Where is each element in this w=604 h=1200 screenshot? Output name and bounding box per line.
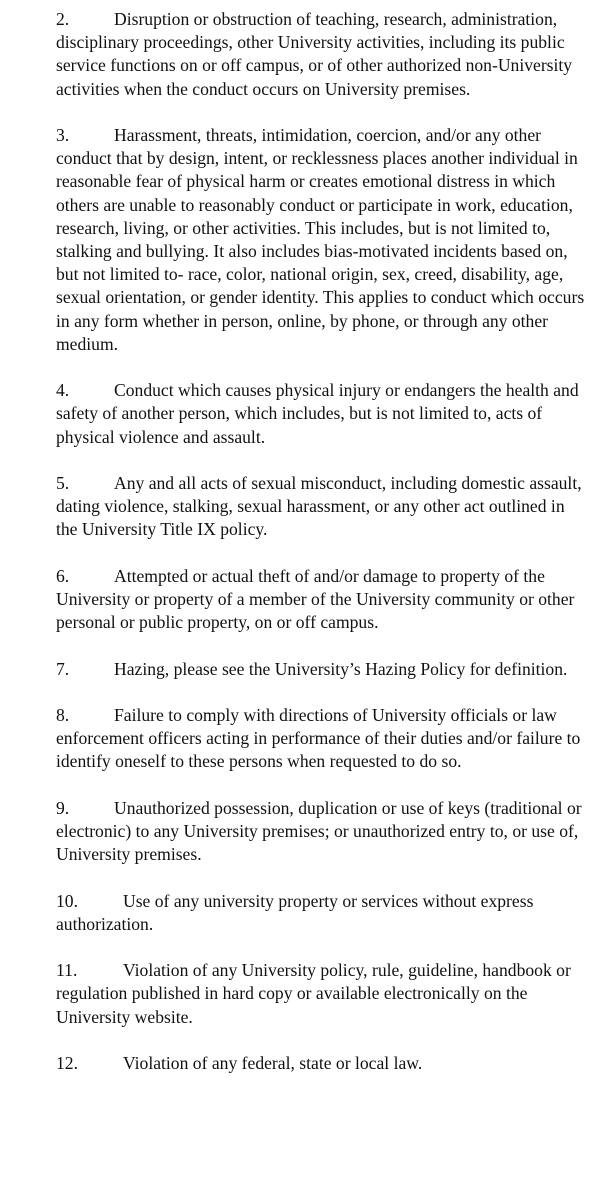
- item-number: 2.: [56, 9, 70, 29]
- item-number: 5.: [56, 473, 70, 494]
- item-text: Harassment, threats, intimidation, coercion, and/or any other conduct that by design, intent, or recklessness places another individual in reasonable fear of physical harm or creates emotional distress in which others are unable to reasonably conduct or participate in work, education, research, living, or other activities. This includes, but is not limited to, stalking and bullying. It also includes bias-motivated incidents based on, but not limited to- race, color, national origin, sex, creed, disability, age, sexual orientation, or gender identity. This applies to conduct which occurs in any form whether in person, online, by phone, or through any other medium.: [56, 125, 585, 354]
- item-text: Hazing, please see the University’s Hazing Policy for definition.: [114, 658, 568, 679]
- policy-item-2: [56, 8, 590, 101]
- policy-item-9: [56, 797, 590, 867]
- item-number: 6.: [56, 565, 70, 586]
- item-number: 10.: [56, 890, 78, 911]
- item-text: Conduct which causes physical injury or endangers the health and safety of another person, which includes, but is not limited to, acts of physical violence and assault.: [56, 380, 579, 447]
- item-number: 7.: [56, 658, 70, 679]
- policy-item-3: [56, 124, 590, 356]
- policy-item-11: [56, 959, 590, 1029]
- item-text: Violation of any University policy, rule, guideline, handbook or regulation published in hard copy or available electronically on the University website.: [56, 960, 571, 1027]
- item-text: Attempted or actual theft of and/or damage to property of the University or property of a member of the University community or other personal or public property, on or off campus.: [56, 565, 575, 633]
- item-number: 3.: [56, 125, 70, 145]
- item-text: Unauthorized possession, duplication or use of keys (traditional or electronic) to any University premises; or unauthorized entry to, or use of, University premises.: [56, 797, 582, 865]
- policy-item-12: [56, 1052, 590, 1075]
- item-text: Violation of any federal, state or local law.: [123, 1052, 423, 1073]
- policy-item-5: [56, 472, 590, 542]
- item-text: Failure to comply with directions of University officials or law enforcement officers acting in performance of their duties and/or failure to identify oneself to these persons when requested to do so.: [56, 705, 581, 772]
- policy-item-8: [56, 704, 590, 774]
- item-number: 12.: [56, 1052, 78, 1073]
- item-text: Any and all acts of sexual misconduct, including domestic assault, dating violence, stalking, sexual harassment, or any other act outlined in the University Title IX policy.: [56, 473, 582, 540]
- policy-item-4: [56, 379, 590, 449]
- item-number: 11.: [56, 960, 78, 981]
- policy-item-7: [56, 658, 590, 681]
- item-number: 4.: [56, 380, 70, 401]
- item-number: 8.: [56, 705, 70, 725]
- item-number: 9.: [56, 797, 70, 818]
- item-text: Disruption or obstruction of teaching, research, administration, disciplinary proceedings, other University activities, including its public service functions on or off campus, or of other authorized non-University activities when the conduct occurs on University premises.: [56, 9, 573, 99]
- policy-item-6: [56, 565, 590, 635]
- item-text: Use of any university property or services without express authorization.: [56, 890, 534, 934]
- policy-item-10: [56, 890, 590, 936]
